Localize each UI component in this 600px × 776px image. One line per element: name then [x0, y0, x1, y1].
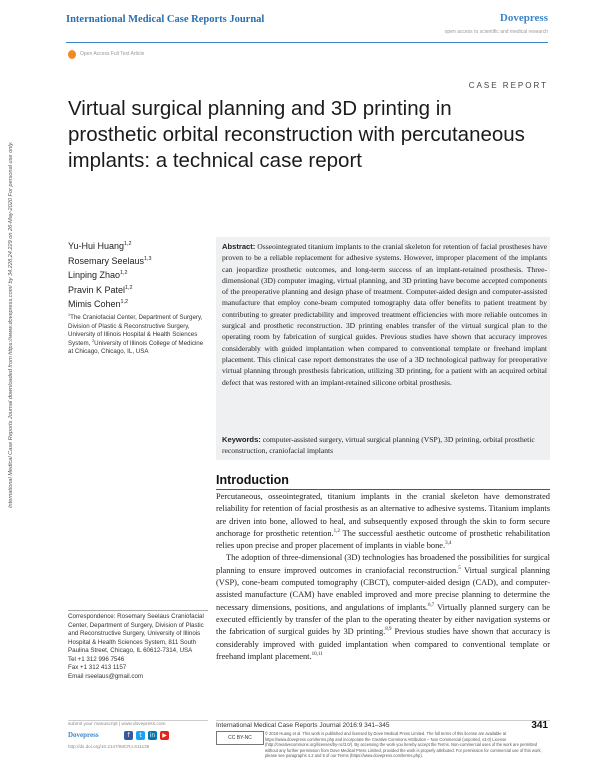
- license-text: © 2016 Huang et al. This work is published and licensed by Dove Medical Press Limited. The full terms of this license are available at https://www.dovepress.com/terms.php and incorporate the Creative Commons Attribution – Non Commercial (unported, v3.0) License (http://creativecommons.org/licenses/by-nc/3.0/). By accessing the work you hereby accept the Terms. Non-commercial uses of the work are permitted without any further permission from Dove Medical Press Limited, provided the work is properly attributed. For permission for commercial use of this work, please see paragraphs 4.2 and 5 of our Terms (https://www.dovepress.com/terms.php).: [265, 731, 542, 759]
- download-note: International Medical Case Reports Journal downloaded from https://www.dovepress.com/ by 34.228.24.229 on 26-May-2020 For personal use only.: [8, 141, 14, 508]
- footer-rule-right: [216, 720, 550, 721]
- paragraph: Percutaneous, osseointegrated, titanium implants in the cranial skeleton have demonstrated reliability for retention of facial prosthesis as an alternative to adhesive systems. Titanium implants are driven into bone, allowed to heal, and subsequently exposed through the skin to form secure anchorage for prosthetic retention.$^{1,2}$ The successful aesthetic outcome of prosthetic rehabilitation relies upon precise and proper placement of implants in viable bone.$^{3,4}$: [216, 492, 551, 551]
- author-list: [68, 239, 152, 312]
- footer-rule: [68, 720, 208, 721]
- open-access-label: Open Access Full Text Article: [80, 51, 145, 57]
- introduction-body: [216, 491, 550, 663]
- article-type: CASE REPORT: [468, 81, 548, 90]
- correspondence-rule: [68, 610, 208, 611]
- abstract: Abstract: Osseointegrated titanium implants to the cranial skeleton for retention of facial prostheses have proven to be a reliable replacement for adhesive systems. However, improper placement of the implants can jeopardize prosthetic outcomes, and long-term success of an implant-retained prosthesis. Three-dimensional (3D) computer imaging, virtual planning, and 3D printing have become accepted components of the preoperative planning and design phase of treatment. Computer-aided design and computer-assisted manufacture that employ cone-beam computed tomography data offer benefits to patient treatment by contributing to greater predictability and improved treatment efficiencies with more reliable outcomes in surgical and prosthetic reconstruction. 3D printing enables transfer of the virtual surgical plan to the operating room by fabrication of surgical guides. Previous studies have shown that accuracy improves considerably with guided implantation when compared to conventional template or freehand implant placement. This clinical case report demonstrates the use of a 3D technological pathway for preoperative virtual planning through prosthesis fabrication, utilizing 3D printing, for a patient with an acquired orbital defect that was restored with an implant-retained silicone orbital prosthesis.: [222, 242, 547, 387]
- citation-line: International Medical Case Reports Journal 2016:9 341–345: [216, 722, 390, 729]
- keywords: Keywords: computer-assisted surgery, virtual surgical planning (VSP), 3D printing, orbital prosthetic reconstruction, craniofacial implants: [222, 435, 535, 456]
- author: Yu-Hui Huang$^{1,2}$: [68, 241, 132, 251]
- correspondence: Correspondence: Rosemary Seelaus Craniofacial Center, Department of Surgery, Division of Plastic and Reconstructive Surgery, University of Illinois Hospital & Health Sciences System, 811 South Paulina Street, Chicago, IL 60612-7314, USA Tel +1 312 996 7546 Fax +1 312 413 1157 Email rseelaus@gmail.com: [68, 613, 204, 680]
- youtube-icon[interactable]: ▶: [160, 731, 169, 740]
- cc-license-badge[interactable]: CC BY-NC: [216, 731, 264, 745]
- author: Linping Zhao$^{1,2}$: [68, 270, 128, 280]
- publisher-tagline: open access to scientific and medical research: [444, 29, 548, 35]
- header-rule: [66, 42, 548, 43]
- article-title: Virtual surgical planning and 3D printing in prosthetic orbital reconstruction with percutaneous implants: a technical case report: [68, 97, 525, 172]
- open-access-icon: [68, 50, 76, 59]
- facebook-icon[interactable]: f: [124, 731, 133, 740]
- linkedin-icon[interactable]: in: [149, 732, 156, 739]
- journal-title: International Medical Case Reports Journal: [66, 14, 265, 25]
- publisher-logo[interactable]: Dovepress: [499, 12, 548, 24]
- section-heading-introduction: Introduction: [216, 473, 289, 487]
- affiliations: $^1$The Craniofacial Center, Department of Surgery, Division of Plastic & Reconstructive Surgery, University of Illinois Hospital & Health Sciences System, $^2$University of Illinois College of Medicine at Chicago, Chicago, IL, USA: [68, 312, 204, 356]
- author: Mimis Cohen$^{1,2}$: [68, 299, 129, 309]
- page-number: 341: [531, 720, 548, 731]
- footer-brand: Dovepress: [68, 731, 99, 739]
- author: Pravin K Patel$^{1,2}$: [68, 284, 133, 295]
- paragraph: The adoption of three-dimensional (3D) technologies has broadened the possibilities for surgical planning to ensure improved outcomes in craniofacial reconstruction.$^5$ Virtual surgical planning (VSP), cone-beam computed tomography (CBCT), computer-aided design (CAD), and computer-assisted manufacture (CAM) have enabled improved and more precise planning to determine the necessary dimensions, positions, and angulations of implants.$^{6,7}$ Virtually planned surgery can be executed efficiently by transfer of the plan to the operating theater by either navigation systems or the fabrication of surgical guides by 3D printing.$^{8,9}$ Previous studies have shown that accuracy is considerably improved with guided implantation when compared to conventional template or freehand implant placement.$^{10,11}$: [216, 553, 551, 661]
- doi-link[interactable]: http://dx.doi.org/10.2147/IMCRJ.S11135: [68, 744, 150, 749]
- submit-manuscript-link[interactable]: submit your manuscript | www.dovepress.com: [68, 722, 166, 727]
- section-rule: [216, 489, 550, 490]
- author: Rosemary Seelaus$^{1,3}$: [68, 255, 152, 266]
- twitter-icon[interactable]: t: [136, 731, 145, 740]
